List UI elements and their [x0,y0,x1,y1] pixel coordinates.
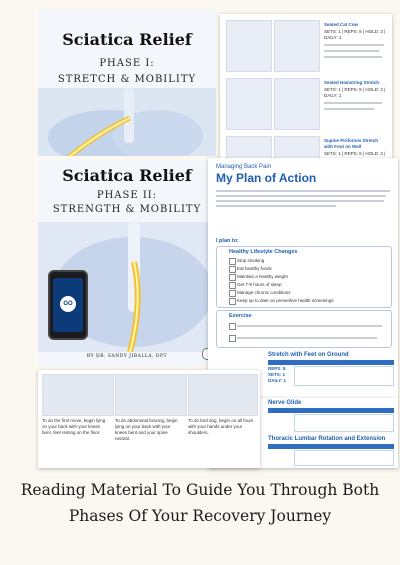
plan-to-label: I plan to: [216,238,239,244]
text-line [324,50,379,52]
strip-photo-1 [42,374,114,416]
caption-line-1: Reading Material To Guide You Through Both [20,481,380,499]
lifestyle-item: Eat healthy foods [237,266,272,271]
strip-step-3: To do bird dog, begin on all fours with your hands under your shoulders. [188,418,254,435]
exercise-heading: Exercise [229,313,252,319]
phone-mockup [48,270,88,340]
plan-of-action-page [208,158,398,398]
exercise-2-title: Seated Hamstring Stretch [324,80,380,85]
cover-1-title: Sciatica Relief [62,30,192,49]
lifestyle-checkbox[interactable] [229,282,236,289]
text-line [216,190,390,192]
text-line [237,337,377,339]
text-line [324,102,382,104]
exercise-photo-4 [274,78,320,130]
exercise-strip [38,370,260,468]
strip-photo-3 [188,374,258,416]
day-header-row [268,408,394,413]
tracking-grid[interactable] [294,450,394,466]
exercise-photo-2 [274,20,320,72]
cover-1-subtitle: STRETCH & MOBILITY [57,74,197,85]
caption-line-2: Phases Of Your Recovery Journey [68,507,332,525]
text-line [216,195,386,197]
day-header-row [268,360,394,365]
exercise-1-sets: SETS: 1 | REPS: 8 | HOLD: 3 | DAILY: 1 [324,29,386,40]
row-label-daily: DAILY: 1 [268,378,287,383]
exercise-2-sets: SETS: 1 | REPS: 8 | HOLD: 3 | DAILY: 1 [324,87,386,98]
lifestyle-checkbox[interactable] [229,290,236,297]
exercise-photo-1 [226,20,272,72]
cover-2-author: BY DR. SANDY JIBALLA, DPT [86,354,168,359]
strip-step-1: To do the first move, begin lying on your back with your knees bent, feet resting on the floor. [42,418,106,435]
lifestyle-box [216,246,392,308]
lifestyle-heading: Healthy Lifestyle Changes [229,249,298,255]
row-label-sets: SETS: 1 [268,372,286,377]
section-thoracic-title: Thoracic Lumbar Rotation and Extension [268,436,386,442]
lifestyle-checkbox[interactable] [229,274,236,281]
cover-2-subtitle: STRENGTH & MOBILITY [52,204,202,215]
exercise-box [216,310,392,348]
lifestyle-checkbox[interactable] [229,258,236,265]
plan-eyebrow: Managing Back Pain [216,164,272,170]
cover-1-phase: PHASE I: [99,58,155,69]
phone-screen [53,278,83,332]
section-nerve-glide-title: Nerve Glide [268,400,302,406]
lifestyle-checkbox[interactable] [229,298,236,305]
strip-photo-2 [115,374,187,416]
text-line [216,200,384,202]
text-line [324,108,374,110]
cover-2-title: Sciatica Relief [62,166,192,185]
app-go-badge[interactable]: GO [60,296,76,312]
lifestyle-item: Get 7-9 hours of sleep [237,282,282,287]
text-line [237,325,382,327]
text-line [324,56,382,58]
exercise-checkbox[interactable] [229,323,236,330]
section-stretch-title: Stretch with Feet on Ground [268,352,349,358]
lifestyle-checkbox[interactable] [229,266,236,273]
spine-illustration-1 [38,88,216,156]
exercise-checkbox[interactable] [229,335,236,342]
tracking-grid[interactable] [294,414,394,432]
cover-phase-1 [38,10,216,156]
exercise-3-sets: SETS: 1 | REPS: 8 | HOLD: 3 | [324,151,386,156]
exercise-3-title: Supine Piriformis Stretch with Foot on Wall [324,138,379,149]
text-line [324,44,384,46]
text-line [216,205,336,207]
day-header-row [268,444,394,449]
tracking-grid[interactable] [294,366,394,386]
exercise-1-title: Seated Cat Cow [324,22,359,27]
row-label-reps: REPS: 8 [268,366,286,371]
lifestyle-item: Manage chronic conditions [237,290,291,295]
strip-step-2: To do abdominal bracing, begin lying on your back with your knees bent and your spine neutral. [115,418,178,441]
plan-title: My Plan of Action [216,171,317,185]
lifestyle-item: Maintain a healthy weight [237,274,288,279]
lifestyle-item: Keep up to date on preventive health screenings [237,298,334,303]
lifestyle-item: Stop smoking [237,258,265,263]
exercise-photo-3 [226,78,272,130]
cover-2-phase: PHASE II: [96,190,158,201]
